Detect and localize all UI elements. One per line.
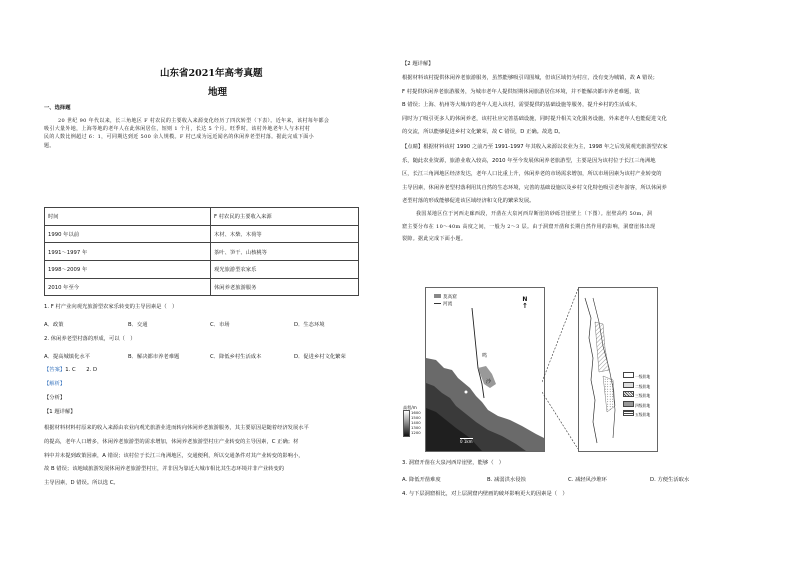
document-title: 山东省2021年高考真题 — [160, 68, 263, 79]
detail-line: 故 B 错误；该地域旅游发展休闲养老旅游型村庄，并非因为靠近大城市相比其生态环境并非产业转变的 — [44, 466, 285, 473]
option-b: B. 减弱洪水侵蚀 — [487, 477, 526, 483]
table-row — [45, 278, 359, 296]
intro-line: 题。 — [44, 142, 55, 149]
stratum-icon — [623, 391, 634, 397]
detail-line: 老型村落的形成能够促进该区域经济和文化的繁荣发展。 — [402, 198, 535, 204]
detail-line: F 村提供休闲养老旅游服务，为城市老年人提供短期休闲旅游居住环境，并不能解决都市养老难题，故 — [402, 88, 640, 95]
stratum-label: 四级阶地 — [635, 402, 651, 408]
stratum-icon — [623, 410, 634, 416]
section-panel — [578, 287, 658, 452]
q2-detail-paragraph — [402, 72, 752, 140]
passage-line: 窟主要分布在 10～40m 高度之间，一般为 2～3 层。由于洞窟开凿和长期自然作用的影响，洞窟崖体出现 — [402, 223, 656, 230]
option-c: C. 减轻风沙堆环 — [568, 477, 607, 483]
answer-label: 【答案】 — [44, 367, 66, 373]
passage-2 — [402, 208, 752, 246]
legend-box — [434, 294, 457, 308]
stratum-label: 二级阶地 — [635, 383, 651, 389]
detail-line: 根据材料材料村原来的收入来源由农业向观光旅游业进而转向休闲养老旅游服务，其主要原因是随着经济发展水平 — [44, 425, 309, 431]
stratum-icon — [623, 401, 634, 407]
intro-line: 20 世纪 90 年代以来，长三角地区 F 村农民的主要收入来源变化经历了四次转型（下表）。近年来，该村每年都会 — [58, 118, 330, 124]
detail-line: 主导因素，休闲养老型村落利用其自然的生态环境，完善的基础设施以及乡村文化特色吸引老年游客，所以休闲养 — [402, 184, 667, 191]
table-cell: 休闲养老旅游服务 — [211, 278, 359, 296]
table-row — [45, 261, 359, 279]
table-cell: 木材、木柴、木荷等 — [211, 225, 359, 243]
detail-line: 主导因素，D 错误。所以选 C。 — [44, 480, 119, 487]
place-label: 鸣 — [482, 353, 488, 359]
stratum-icon — [623, 372, 634, 378]
answer-values: 1. C 2. D — [65, 367, 98, 373]
option-b: B．解决都市养老难题 — [128, 354, 180, 360]
table-row — [45, 225, 359, 243]
stratum-label: 一级阶地 — [635, 374, 651, 379]
subject-title: 地理 — [208, 87, 228, 98]
stratum-label: 三级阶地 — [635, 393, 651, 399]
table-cell: 观光旅游型农家乐 — [211, 261, 359, 279]
option-d: D．生态环境 — [294, 322, 325, 328]
terrain-map — [426, 288, 544, 451]
q2-detail-label: 【2 题详解】 — [402, 61, 434, 67]
elevation-legend — [403, 405, 421, 437]
table-header-cell: F 村农民的主要收入来源 — [211, 208, 359, 226]
north-label: N — [522, 296, 528, 303]
table-cell: 1998～2009 年 — [45, 261, 211, 279]
option-a: A．政策 — [44, 322, 64, 328]
detail-line: 根据材料该村提供休闲养老旅游服务，虽然能够吸引周围城，但该区域仍为村庄，没有变为城镇，故 A 错误； — [402, 75, 658, 81]
elevation-value: 1300 — [411, 425, 421, 430]
detail-line: 的提高，老年人口增多，休闲养老旅游型的需求增加，休闲养老旅游型村庄产业转变的主导因素，C 正确；材 — [44, 438, 299, 445]
fenxi-label: 【分析】 — [44, 395, 66, 401]
section-heading: 一、选择题 — [44, 105, 71, 111]
geology-figure — [403, 287, 658, 452]
table-cell: 1991～1997 年 — [45, 243, 211, 261]
legend-label: 莫高窟 — [443, 295, 457, 300]
passage-line: 裂隙。据此完成下面小题。 — [402, 236, 467, 243]
north-arrow-icon: N ↑ — [522, 296, 528, 310]
detail-line: 区，长江三角洲地区经济发达，老年人口比重上升，休闲养老的市场需求增加，所以市场因素为该村产业转变的 — [402, 171, 662, 177]
elevation-value: 1500 — [411, 415, 421, 420]
legend-label: 河流 — [443, 302, 453, 307]
option-d: D．促进乡村文化繁荣 — [294, 354, 346, 360]
elevation-value: 1200 — [411, 430, 421, 435]
cave-legend-icon — [434, 294, 441, 298]
question-stem: 2. 休闲养老型村落的形成，可以（ ） — [44, 336, 136, 342]
elevation-value: 1400 — [411, 420, 421, 425]
q1-detail-paragraph — [44, 422, 359, 491]
option-b: B．交通 — [128, 322, 148, 328]
answer-line — [44, 366, 97, 375]
stratum-label: 五级阶地 — [635, 412, 651, 418]
detail-line: 的交流，所以能够促进乡村文化繁荣，故 C 错误，D 正确。故选 D。 — [402, 129, 564, 135]
scale-bar: 0 1km — [460, 439, 473, 444]
detail-line: 同时为了吸引更多人的休闲养老，该村社应完善基础设施，同时提升相关文化服务设施，外来老年人也能促进文化 — [402, 115, 667, 122]
option-d: D. 方便生活取水 — [650, 477, 690, 483]
option-a: A. 降低开凿难度 — [402, 477, 441, 483]
passage-line: 我国某地区位于河西走廊西段，开凿在大泉河西岸断崖的砂砾岩崖壁上（下图）。崖壁高约 50m，洞 — [416, 211, 653, 217]
option-c: C．降低乡村生活成本 — [210, 354, 262, 360]
detail-line: B 错误；上海、杭州等大城市的老年人进入该村，需要提供的基础设施等服务，提升乡村的生活成本， — [402, 102, 641, 108]
strata-legend — [623, 372, 650, 420]
option-a: A．提高城镇化水平 — [44, 354, 90, 360]
strata-section — [579, 288, 657, 451]
elevation-value: 1600 — [411, 410, 421, 415]
intro-line: 吸引大量外地，上海等地的老年人在此休闲居住，短则 1 个月，长达 5 个月。旺季时，该村外地老年人与本村村 — [44, 126, 311, 133]
table-header-row — [45, 208, 359, 226]
intro-paragraph — [44, 117, 359, 150]
q1-detail-label: 【1 题详解】 — [44, 409, 76, 415]
question-stem: 4. 与下层洞窟相比，对上层洞窟内壁画的破坏影响更大的因素是（ ） — [402, 491, 568, 497]
place-label: 沙 — [486, 379, 492, 385]
stratum-icon — [623, 382, 634, 388]
detail-line: 料中并未提到政策因素，A 错误；该村位于长江三角洲地区，交通便利，所以交通条件对其产业转变的影响小， — [44, 452, 304, 459]
table-cell: 2010 年至今 — [45, 278, 211, 296]
zoom-connector — [542, 287, 582, 452]
table-row — [45, 243, 359, 261]
analysis-label: 【解析】 — [44, 381, 66, 387]
detail-line: 【点睛】根据材料该村 1990 之前乃至 1991-1997 年其收入来源以农业为主，1998 年之后发展观光旅游型农家 — [402, 144, 668, 150]
question-stem: 1. F 村产业向观光旅游型农家乐转变的主导因素是（ ） — [44, 304, 178, 310]
map-panel — [425, 287, 545, 452]
elevation-label: 高程/m — [403, 405, 417, 410]
table-cell: 茶叶、笋干、山核桃等 — [211, 243, 359, 261]
table-cell: 1990 年以前 — [45, 225, 211, 243]
river-legend-icon — [434, 303, 441, 304]
intro-line: 民的人数比例超过 6：1，可同期达到近 500 余人规模。F 村已成为远近闻名的休闲养老型村落。据此完成下面小 — [44, 134, 314, 141]
option-c: C．市场 — [210, 322, 230, 328]
income-table — [44, 207, 359, 296]
table-header-cell: 时间 — [45, 208, 211, 226]
dianjing-paragraph — [402, 141, 752, 209]
detail-line: 乐，随此农业资源，旅游业收入较高，2010 年至今发展休闲养老旅游型，主要是因为该村位于长江三角洲地 — [402, 157, 656, 164]
question-stem: 3. 洞窟开凿在大泉河西岸崖壁，能够（ ） — [402, 460, 505, 466]
